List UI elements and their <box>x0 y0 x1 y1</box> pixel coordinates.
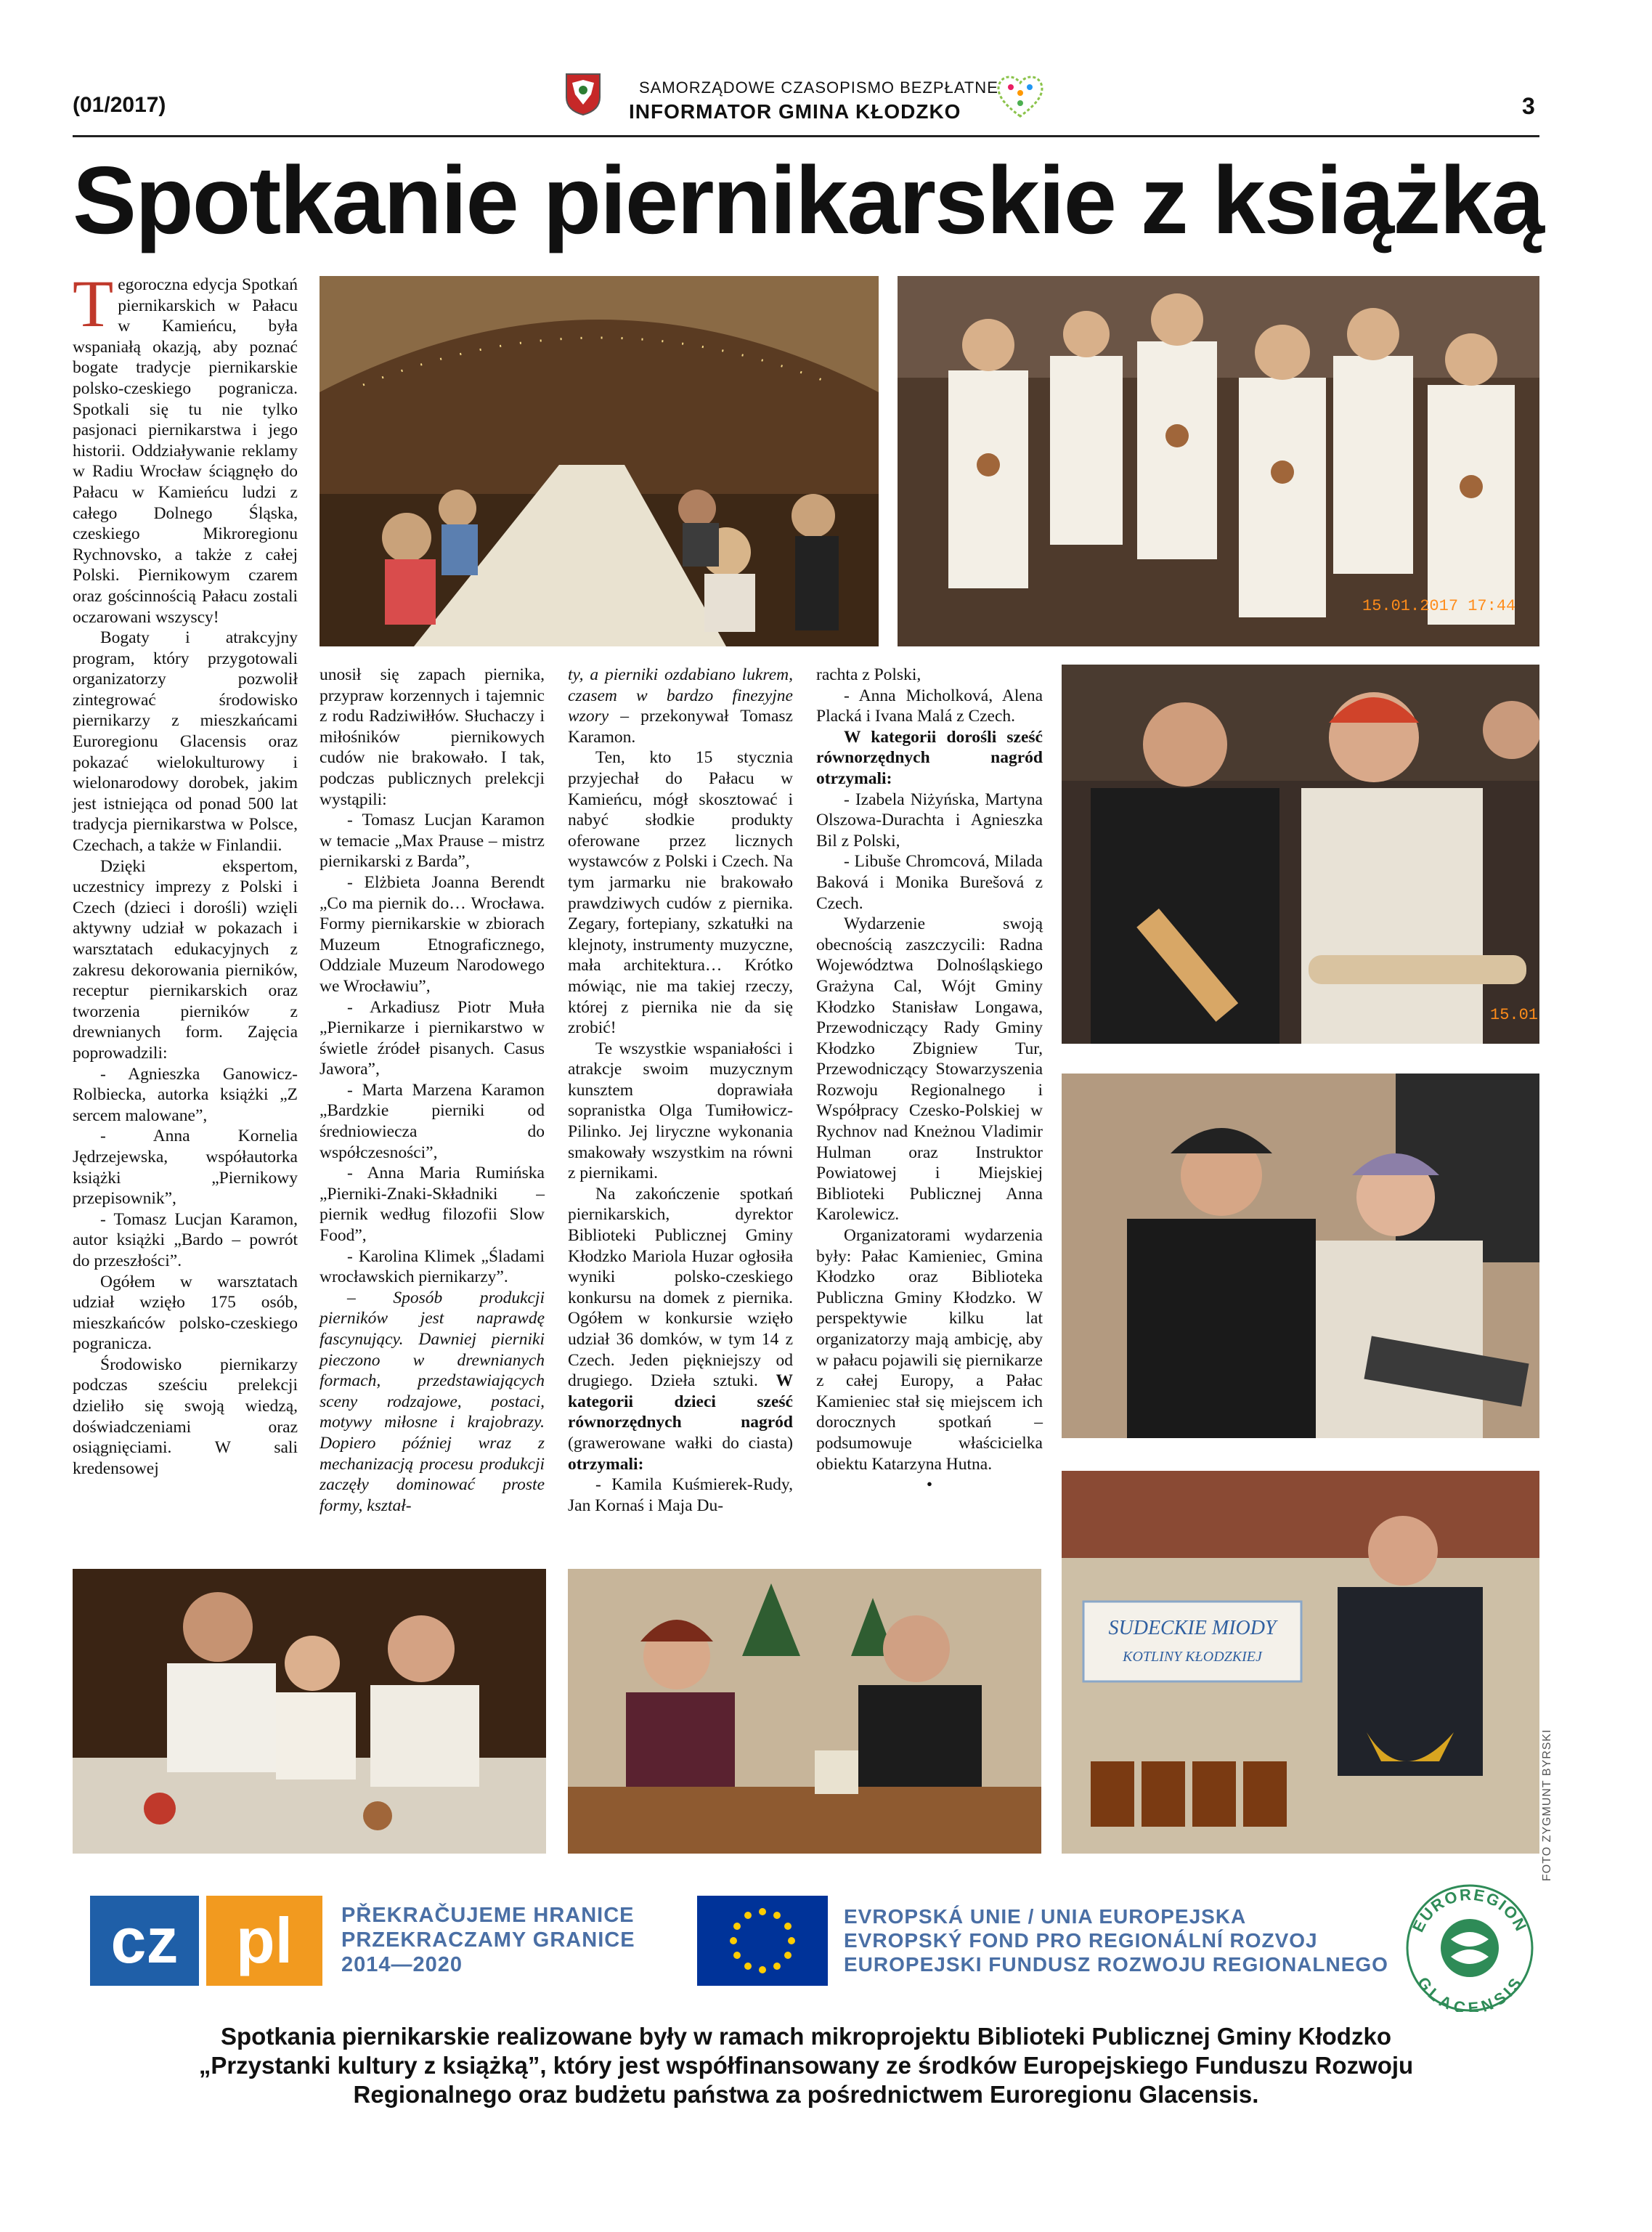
photo-workshop-hall <box>320 276 879 646</box>
photo-children-aprons <box>898 276 1539 646</box>
euroregion-top: EUROREGION <box>1408 1885 1531 1936</box>
photo-rolling-pin-award <box>1062 665 1539 1044</box>
coat-of-arms-icon <box>565 73 601 116</box>
header-line2: INFORMATOR GMINA KŁODZKO <box>629 100 961 123</box>
czpl-pl: pl <box>235 1904 293 1976</box>
photo-vendor-stall <box>568 1569 1041 1854</box>
svg-text:GLACENSIS <box>1414 1973 1526 2012</box>
article-column-2: unosił się zapach piernika, przypraw korzennych i tajemnic z rodu Radziwiłłów. Słuchaczy i miłośników piernikowych cudów nie brakowało. I tak, podczas publicznych prelekcji wystąpili: - Tomasz Lucjan Karamon w temacie „Max Prause – mistrz piernikarski z Barda”, - Elżbieta Joanna Berendt „Co ma piernik do… Wrocława. Formy piernikarskie w zbiorach Muzeum Etnograficznego, Oddziale Muzeum Narodowego we Wrocławiu”, - Arkadiusz Piotr Muła „Piernikarze i piernikarstwo w świetle źródeł pisanych. Casus Jawora”, - Marta Marzena Karamon „Bardzkie pierniki od średniowiecza do współczesności”, - Anna Maria Rumińska „Pierniki-Znaki-Składniki – piernik według filozofii Slow Food”, - Karolina Klimek „Śladami wrocławskich piernikarzy”. – Sposób produkcji pierników jest naprawdę fascynujący. Dawniej pierniki pieczono w drewnianych formach, przedstawiających sceny rodzajowe, postaci, motywy miłosne i krajobrazy. Dopiero później wraz z mechanizacją procesu produkcji zaczęły dominować proste formy, kształ- <box>320 665 545 1515</box>
issue-number: (01/2017) <box>73 93 166 117</box>
banner-line1: SUDECKIE MIODY <box>1108 1617 1277 1639</box>
czpl-cz: cz <box>110 1904 179 1976</box>
photo-child-decorating <box>73 1569 546 1854</box>
eu-flag-icon <box>697 1896 828 1986</box>
heart-logo-icon <box>995 71 1046 119</box>
czpl-logo <box>90 1896 322 1986</box>
photo-credit: FOTO ZYGMUNT BYRSKI <box>1541 1729 1553 1881</box>
photo-honey-trophy <box>1062 1471 1539 1854</box>
footer-note: Spotkania piernikarskie realizowane były w ramach mikroprojektu Biblioteki Publicznej Gminy Kłodzko „Przystanki kultury z książką”, który jest współfinansowany ze środków Europejskiego Funduszu Rozwoju Regionalnego oraz budżetu państwa za pośrednictwem Euroregionu Glacensis. <box>198 2023 1414 2108</box>
article-column-4: rachta z Polski, - Anna Micholková, Alena Placká i Ivana Malá z Czech. W kategorii dorośli sześć równorzędnych nagród otrzymali: - Izabela Niżyńska, Martyna Olszowa-Durachta i Agnieszka Bil z Polski, - Libuše Chromcová, Milada Baková i Monika Burešová z Czech. Wydarzenie swoją obecnością zaszczycili: Radna Województwa Dolnośląskiego Grażyna Cal, Wójt Gminy Kłodzko Stanisław Longawa, Przewodniczący Rady Gminy Kłodzko Zbigniew Tur, Przewodniczący Stowarzyszenia Rozwoju Regionalnego i Współpracy Czesko-Polskiej w Rychnov nad Kneżnou Vladimir Hulman oraz Instruktor Powiatowej i Miejskiej Biblioteki Publicznej Anna Karolewicz. Organizatorami wydarzenia były: Pałac Kamieniec, Gmina Kłodzko oraz Biblioteka Publiczna Gminy Kłodzko. W perspektywie kilku lat organizatorzy mają ambicję, aby w pałacu pojawili się piernikarze z całej Europy, a Pałac Kamieniec stał się miejscem ich dorocznych spotkań – podsumowuje właścicielka obiektu Katarzyna Hutna. • <box>816 665 1043 1495</box>
article-column-1: Tegoroczna edycja Spotkań piernikarskich w Pałacu w Kamieńcu, była wspaniałą okazją, aby poznać bogate tradycje piernikarskie polsko-czeskiego pogranicza. Spotkali się tu nie tylko pasjonaci piernikarstwa i jego historii. Oddziaływanie reklamy w Radiu Wrocław ściągnęło do Pałacu w Kamieńcu ludzi z całego Dolnego Śląska, czeskiego Mikroregionu Rychnovsko, a także z całej Polski. Piernikowym czarem oraz gościnnością Pałacu zostali oczarowani wszyscy! Bogaty i atrakcyjny program, który przygotowali organizatorzy pozwolił zintegrować środowisko piernikarzy z mieszkańcami Euroregionu Glacensis oraz pokazać wielokulturowy i wielonarodowy dorobek, jakim jest istniejąca od ponad 500 lat tradycja piernikarstwa w Polsce, Czechach, a także w Finlandii. Dzięki ekspertom, uczestnicy imprezy z Polski i Czech (dzieci i dorośli) wzięli aktywny udział w pokazach i warsztatach edukacyjnych z zakresu dekorowania pierników, receptur piernikarskich oraz tworzenia pierników z drewnianych form. Zajęcia poprowadzili: - Agnieszka Ganowicz-Rolbiecka, autorka książki „Z sercem malowane”, - Anna Kornelia Jędrzejewska, współautorka książki „Piernikowy przepisownik”, - Tomasz Lucjan Karamon, autor książki „Bardo – powrót do przeszłości”. Ogółem w warsztatach udział wzięło 175 osób, mieszkańców polsko-czeskiego pogranicza. Środowisko piernikarzy podczas sześciu prelekcji dzieliło się swoją wiedzą, doświadczeniami oraz osiągnięciami. W sali kredensowej <box>73 267 298 1478</box>
euroregion-logo <box>1400 1881 1539 2012</box>
photo-timestamp: 15.01.2017 17:44 <box>1362 597 1516 615</box>
article-title: Spotkanie piernikarskie z książką <box>73 147 1544 253</box>
banner-line2: KOTLINY KŁODZKIEJ <box>1123 1649 1262 1665</box>
article-column-3: ty, a pierniki ozdabiano lukrem, czasem w bardzo finezyjne wzory – przekonywał Tomasz Karamon. Ten, kto 15 stycznia przyjechał do Pałacu w Kamieńcu, mógł skosztować i nabyć słodkie produkty oferowane przez licznych wystawców z Polski i Czech. Na tym jarmarku nie brakowało prawdziwych cudów z piernika. Zegary, fortepiany, szkatułki na klejnoty, instrumenty muzyczne, mała architektura… Krótko mówiąc, nie ma takiej rzeczy, której z piernika nie da się zrobić! Te wszystkie wspaniałości i atrakcje swoim muzycznym kunsztem doprawiała sopranistka Olga Tumiłowicz-Pilinko. Jej liryczne wykonania smakowały wszystkim na równi z piernikami. Na zakończenie spotkań piernikarskich, dyrektor Biblioteki Publicznej Gminy Kłodzko Mariola Huzar ogłosiła wyniki polsko-czeskiego konkursu na domek z piernika. Ogółem w konkursie wzięło udział 36 domków, w tym 14 z Czech. Jeden piękniejszy od drugiego. Dzieła sztuki. W kategorii dzieci sześć równorzędnych nagród (grawerowane wałki do ciasta) otrzymali: - Kamila Kuśmierek-Rudy, Jan Kornaś i Maja Du- <box>568 665 793 1515</box>
header-line1: SAMORZĄDOWE CZASOPISMO BEZPŁATNE <box>639 78 998 97</box>
photo-couple-book <box>1062 1074 1539 1438</box>
photo-timestamp-2: 15.01 <box>1490 1006 1539 1024</box>
euroregion-bottom: GLACENSIS <box>1413 1973 1526 2012</box>
eu-text: EVROPSKÁ UNIE / UNIA EUROPEJSKA EVROPSKÝ FOND PRO REGIONÁLNÍ ROZVOJ EUROPEJSKI FUNDUSZ ROZWOJU REGIONALNEGO <box>844 1905 1388 1976</box>
header-rule <box>73 135 1539 137</box>
page-number: 3 <box>1522 93 1535 119</box>
drop-cap: T <box>73 267 114 341</box>
czpl-text: PŘEKRAČUJEME HRANICE PRZEKRACZAMY GRANICE 2014—2020 <box>341 1904 635 1976</box>
